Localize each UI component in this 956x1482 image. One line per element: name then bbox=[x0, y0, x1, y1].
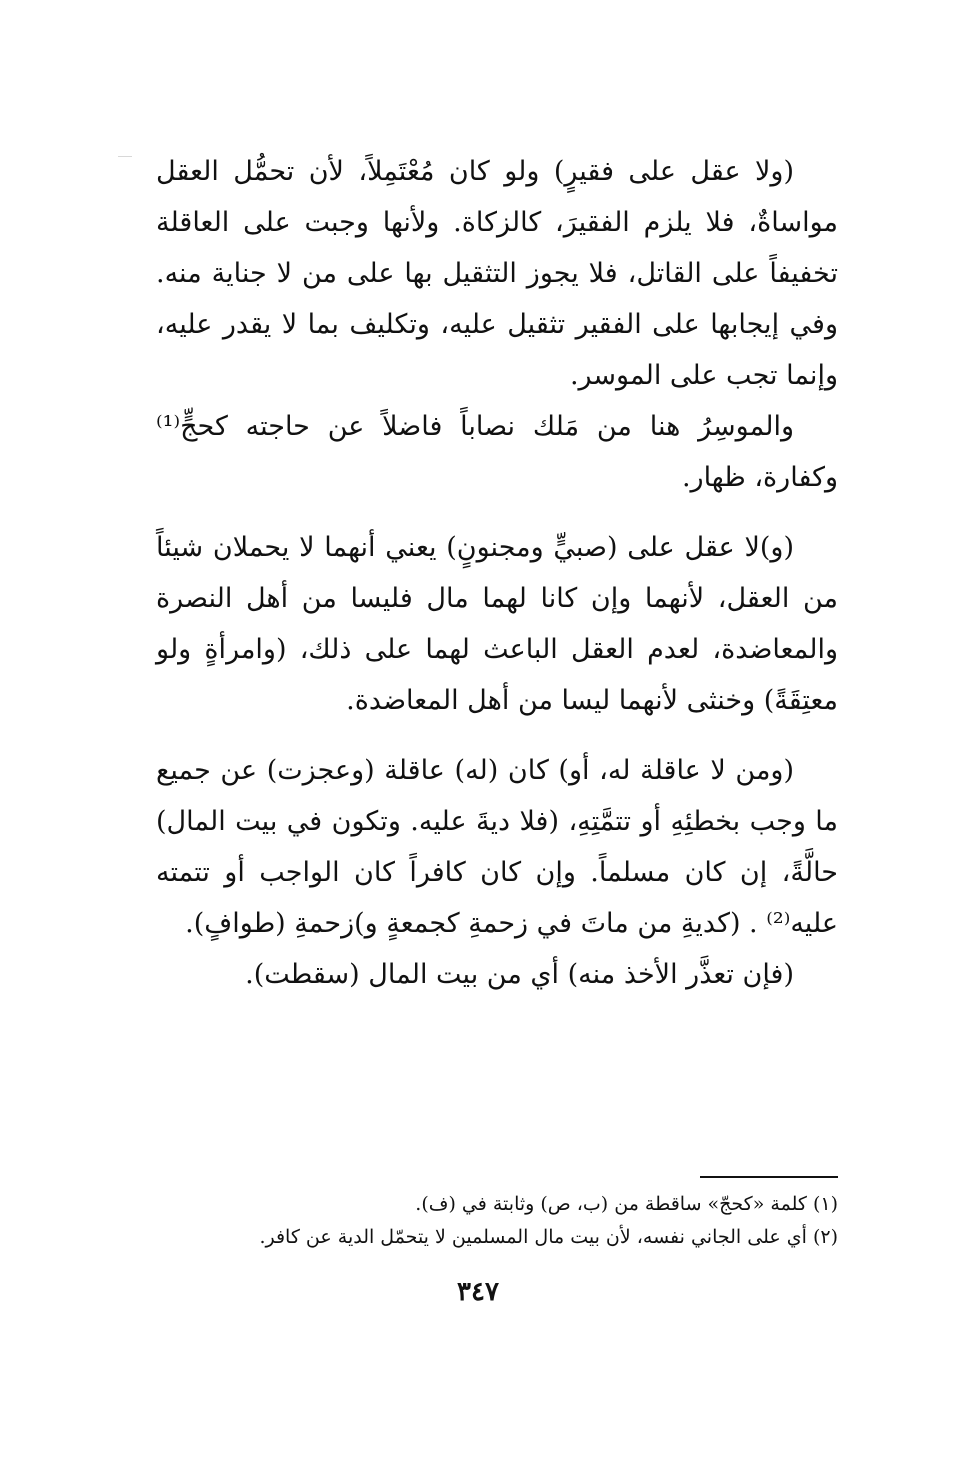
scan-mark bbox=[118, 156, 132, 157]
footnote-1: (١) كلمة «كحجّ» ساقطة من (ب، ص) وثابتة في (ف). bbox=[415, 1193, 838, 1215]
footnote-2: (٢) أي على الجاني نفسه، لأن بيت مال المسلمين لا يتحمّل الدية عن كافر. bbox=[259, 1226, 838, 1248]
paragraph-treasury-unavailable: (فإن تعذَّر الأخذ منه) أي من بيت المال (سقطت). bbox=[245, 959, 794, 990]
paragraph-child-insane-exemption: (و)لا عقل على (صبيٍّ ومجنونٍ) يعني أنهما لا يحملان شيئاً من العقل، لأنهما وإن كانا لهما مال فليسا من أهل النصرة والمعاضدة، لعدم العقل الباعث لهما على ذلك، (وامرأةٍ ولو معتِقَةً) وخنثى لأنهما ليسا من أهل المعاضدة. bbox=[156, 532, 838, 716]
paragraph-poor-exemption: (ولا عقل على فقيرٍ) ولو كان مُعْتَمِلاً، لأن تحمُّل العقل مواساةٌ، فلا يلزم الفقيرَ، كالزكاة. ولأنها وجبت على العاقلة تخفيفاً على القاتل، فلا يجوز التثقيل بها على من لا جناية منه. وفي إيجابها على الفقير تثقيل عليه، وتكليف بما لا يقدر عليه، وإنما تجب على الموسر. bbox=[156, 156, 838, 391]
footnote-divider bbox=[700, 1176, 838, 1178]
paragraph-wealthy-definition: والموسِرُ هنا من مَلك نصاباً فاضلاً عن حاجته كحجٍّ⁽¹⁾ وكفارة، ظهار. bbox=[156, 411, 838, 493]
main-text bbox=[156, 146, 838, 1000]
paragraph-no-aqila: (ومن لا عاقلة له، أو) كان (له) عاقلة (وعجزت) عن جميع ما وجب بخطئِهِ أو تتمَّتِهِ، (فلا ديةَ عليه. وتكون في بيت المال) حالَّةً، إن كان مسلماً. وإن كان كافراً كان الواجب أو تتمته عليه⁽²⁾ . (كديةِ من ماتَ في زحمةِ كجمعةٍ و)زحمةِ (طوافٍ). bbox=[156, 755, 838, 939]
page-number: ٣٤٧ bbox=[457, 1277, 499, 1307]
footnotes bbox=[156, 1188, 838, 1254]
